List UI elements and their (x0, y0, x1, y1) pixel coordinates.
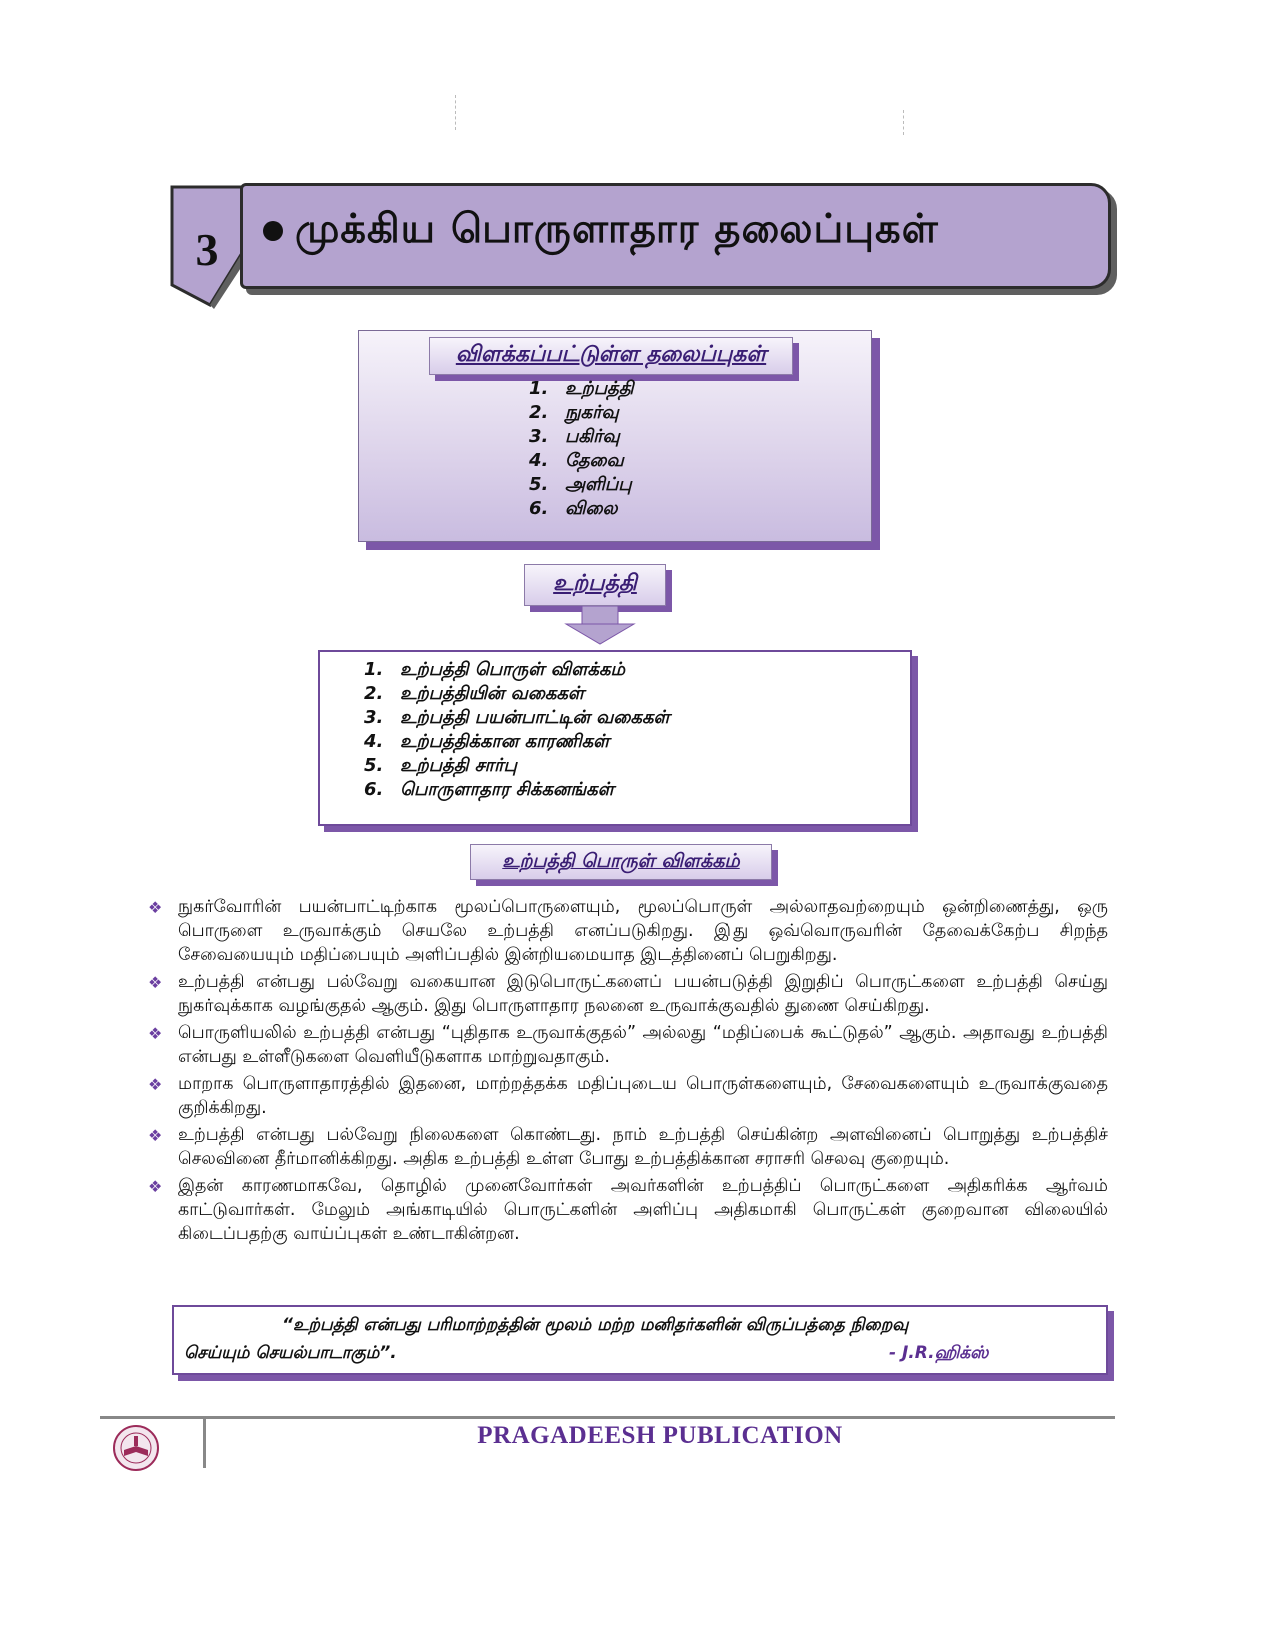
chapter-number-badge (170, 185, 250, 305)
diamond-bullet-icon: ❖ (148, 973, 163, 992)
footer-rule (100, 1416, 1115, 1419)
list-item (529, 449, 633, 473)
paragraph (148, 1072, 1108, 1120)
chapter-title-text: முக்கிய பொருளாதார தலைப்புகள் (295, 206, 939, 252)
list-item-text: பொருளாதார சிக்கனங்கள் (400, 779, 614, 800)
section-heading: உற்பத்தி பொருள் விளக்கம் (470, 844, 772, 880)
chapter-title-bar (240, 183, 1111, 289)
paragraph (148, 1174, 1108, 1246)
quote-box (172, 1305, 1108, 1375)
list-item-number: 4. (364, 731, 384, 752)
paragraph-text: நுகர்வோரின் பயன்பாட்டிற்காக மூலப்பொருளையும், மூலப்பொருள் அல்லாதவற்றையும் ஒன்றிணைத்து, ஒரு பொருளை உருவாக்கும் செயலே உற்பத்தி எனப்படுகிறது. இ்து ஒவ்வொருவரின் தேவைக்கேற்ப சிறந்த சேவையையும் மதிப்பையும் அளிப்பதில் இன்றியமையாத இடத்தினைப் பெறுகிறது. (178, 897, 1108, 965)
list-item-text: உற்பத்தி சார்பு (400, 755, 517, 776)
publisher-logo-icon (112, 1424, 160, 1472)
list-item-number: 1. (529, 378, 549, 399)
quote-line-2: செய்யும் செயல்பாடாகும்”. (184, 1343, 397, 1363)
scan-mark (455, 95, 456, 130)
list-item-number: 5. (364, 755, 384, 776)
diamond-bullet-icon: ❖ (148, 1024, 163, 1043)
scan-mark (903, 110, 904, 135)
production-topics-box (318, 650, 912, 826)
list-item-number: 6. (364, 779, 384, 800)
list-item-number: 3. (529, 426, 549, 447)
list-item-text: நுகர்வு (565, 402, 619, 423)
list-item (364, 778, 670, 802)
topics-heading: விளக்கப்பட்டுள்ள தலைப்புகள் (429, 337, 793, 375)
list-item (364, 706, 670, 730)
list-item-text: பகிர்வு (565, 426, 620, 447)
list-item-number: 2. (364, 683, 384, 704)
publisher-name: PRAGADEESH PUBLICATION (477, 1422, 843, 1449)
list-item-text: உற்பத்தியின் வகைகள் (400, 683, 585, 704)
paragraph-text: மாறாக பொருளாதாரத்தில் இதனை, மாற்றத்தக்க மதிப்புடைய பொருள்களையும், சேவைகளையும் உருவாக்குவதை குறிக்கிறது. (178, 1074, 1108, 1118)
list-item-number: 1. (364, 659, 384, 680)
list-item (529, 497, 633, 521)
chapter-number: 3 (195, 224, 219, 275)
paragraph (148, 970, 1108, 1018)
quote-author: - J.R.ஹிக்ஸ் (889, 1343, 989, 1363)
diamond-bullet-icon: ❖ (148, 1126, 163, 1145)
bullet-icon (263, 221, 283, 241)
list-item-text: உற்பத்தி பயன்பாட்டின் வகைகள் (400, 707, 670, 728)
paragraph-text: உற்பத்தி என்பது பல்வேறு வகையான இடுபொருட்களைப் பயன்படுத்தி இறுதிப் பொருட்களை உற்பத்தி செய்து நுகர்வுக்காக வழங்குதல் ஆகும். இது பொருளாதார நலனை உருவாக்குவதில் துணை செய்கிறது. (178, 972, 1108, 1016)
paragraph-text: பொருளியலில் உற்பத்தி என்பது “புதிதாக உருவாக்குதல்” அல்லது “மதிப்பைக் கூட்டுதல்” ஆகும். அதாவது உற்பத்தி என்பது உள்ளீடுகளை வெளியீடுகளாக மாற்றுவதாகும். (178, 1023, 1108, 1067)
paragraph (148, 895, 1108, 967)
list-item-number: 2. (529, 402, 549, 423)
list-item (364, 658, 670, 682)
list-item-number: 3. (364, 707, 384, 728)
list-item (529, 377, 633, 401)
list-item (529, 473, 633, 497)
paragraph-text: உற்பத்தி என்பது பல்வேறு நிலைகளை கொண்டது. நாம் உற்பத்தி செய்கின்ற அளவினைப் பொறுத்து உற்பத்திச் செலவினை தீர்மானிக்கிறது. அதிக உற்பத்தி உள்ள போது உற்பத்திக்கான சராசரி செலவு குறையும். (178, 1125, 1108, 1169)
chapter-title (263, 206, 939, 257)
footer-divider (203, 1416, 206, 1468)
list-item (364, 730, 670, 754)
diamond-bullet-icon: ❖ (148, 1177, 163, 1196)
diamond-bullet-icon: ❖ (148, 1075, 163, 1094)
quote-line-1: “உற்பத்தி என்பது பரிமாற்றத்தின் மூலம் மற்ற மனிதர்களின் விருப்பத்தை நிறைவு (282, 1315, 909, 1335)
list-item-text: உற்பத்திக்கான காரணிகள் (400, 731, 610, 752)
list-item-text: விலை (565, 498, 618, 519)
production-heading: உற்பத்தி (524, 564, 666, 606)
down-arrow-icon (560, 606, 640, 646)
topics-box (358, 330, 872, 542)
list-item-number: 5. (529, 474, 549, 495)
paragraph-text: இதன் காரணமாகவே, தொழில் முனைவோர்கள் அவர்களின் உற்பத்திப் பொருட்களை அதிகரிக்க ஆர்வம் காட்டுவார்கள். மேலும் அங்காடியில் பொருட்களின் அளிப்பு அதிகமாகி பொருட்கள் குறைவான விலையில் கிடைப்பதற்கு வாய்ப்புகள் உண்டாகின்றன. (178, 1176, 1108, 1244)
list-item-text: உற்பத்தி (565, 378, 634, 399)
paragraph (148, 1021, 1108, 1069)
paragraph (148, 1123, 1108, 1171)
list-item-number: 6. (529, 498, 549, 519)
list-item (364, 754, 670, 778)
list-item (364, 682, 670, 706)
topics-list (529, 377, 633, 521)
body-paragraphs (148, 895, 1108, 1249)
list-item-text: உற்பத்தி பொருள் விளக்கம் (400, 659, 625, 680)
list-item-text: அளிப்பு (565, 474, 632, 495)
list-item (529, 425, 633, 449)
list-item-text: தேவை (565, 450, 624, 471)
production-topics-list (364, 658, 670, 802)
diamond-bullet-icon: ❖ (148, 898, 163, 917)
list-item (529, 401, 633, 425)
list-item-number: 4. (529, 450, 549, 471)
